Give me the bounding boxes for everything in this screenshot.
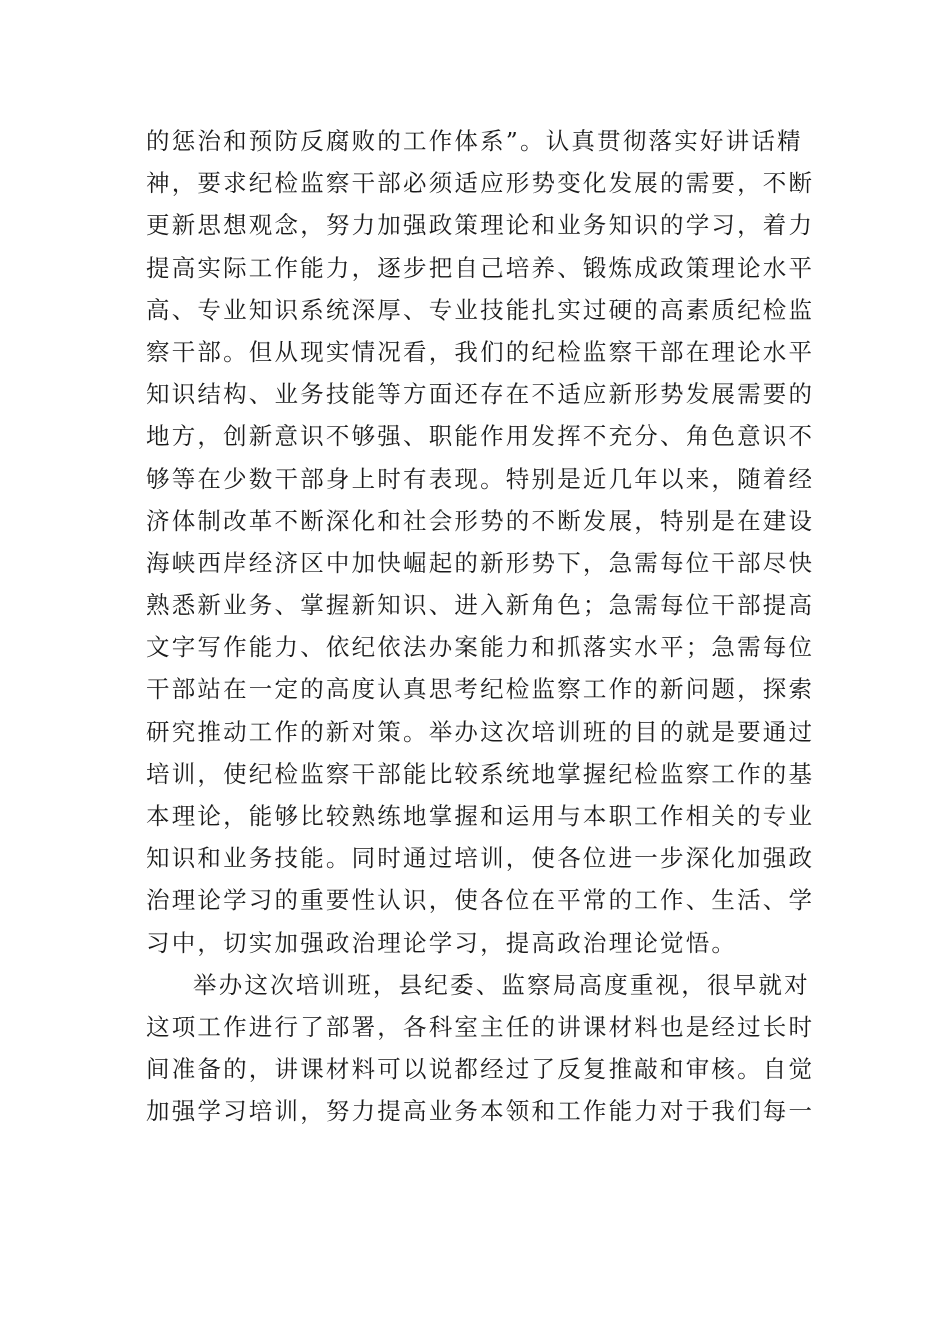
text-line: 地方，创新意识不够强、职能作用发挥不充分、角色意识不 — [146, 422, 815, 451]
text-line: 的惩治和预防反腐败的工作体系”。认真贯彻落实好讲话精 — [146, 127, 803, 155]
document-body — [146, 120, 816, 1133]
text-line: 习中，切实加强政治理论学习，提高政治理论觉悟。 — [146, 928, 738, 957]
text-line: 间准备的，讲课材料可以说都经过了反复推敲和审核。自觉 — [146, 1055, 815, 1084]
text-line: 更新思想观念，努力加强政策理论和业务知识的学习，着力 — [146, 211, 815, 240]
text-line: 干部站在一定的高度认真思考纪检监察工作的新问题，探索 — [146, 675, 815, 704]
text-line: 这项工作进行了部署，各科室主任的讲课材料也是经过长时 — [146, 1012, 815, 1041]
text-line: 加强学习培训，努力提高业务本领和工作能力对于我们每一 — [146, 1097, 815, 1126]
text-line: 本理论，能够比较熟练地掌握和运用与本职工作相关的专业 — [146, 802, 815, 830]
text-line: 够等在少数干部身上时有表现。特别是近几年以来，随着经 — [146, 464, 815, 493]
text-line: 文字写作能力、依纪依法办案能力和抓落实水平；急需每位 — [146, 633, 815, 662]
text-line: 研究推动工作的新对策。举办这次培训班的目的就是要通过 — [146, 717, 815, 746]
text-line: 提高实际工作能力，逐步把自己培养、锻炼成政策理论水平 — [146, 253, 815, 282]
text-line: 高、专业知识系统深厚、专业技能扎实过硬的高素质纪检监 — [146, 295, 815, 324]
text-line: 海峡西岸经济区中加快崛起的新形势下，急需每位干部尽快 — [146, 548, 815, 577]
text-line: 知识和业务技能。同时通过培训，使各位进一步深化加强政 — [146, 844, 815, 873]
text-line: 知识结构、业务技能等方面还存在不适应新形势发展需要的 — [146, 380, 815, 409]
paragraph-first-line: 举办这次培训班，县纪委、监察局高度重视，很早就对 — [193, 970, 810, 999]
text-line: 培训，使纪检监察干部能比较系统地掌握纪检监察工作的基 — [146, 759, 815, 788]
text-line: 察干部。但从现实情况看，我们的纪检监察干部在理论水平 — [146, 337, 815, 366]
text-line: 济体制改革不断深化和社会形势的不断发展，特别是在建设 — [146, 506, 815, 535]
text-line: 神，要求纪检监察干部必须适应形势变化发展的需要，不断 — [146, 169, 815, 198]
text-line: 治理论学习的重要性认识，使各位在平常的工作、生活、学 — [146, 886, 815, 915]
text-line: 熟悉新业务、掌握新知识、进入新角色；急需每位干部提高 — [146, 591, 815, 620]
